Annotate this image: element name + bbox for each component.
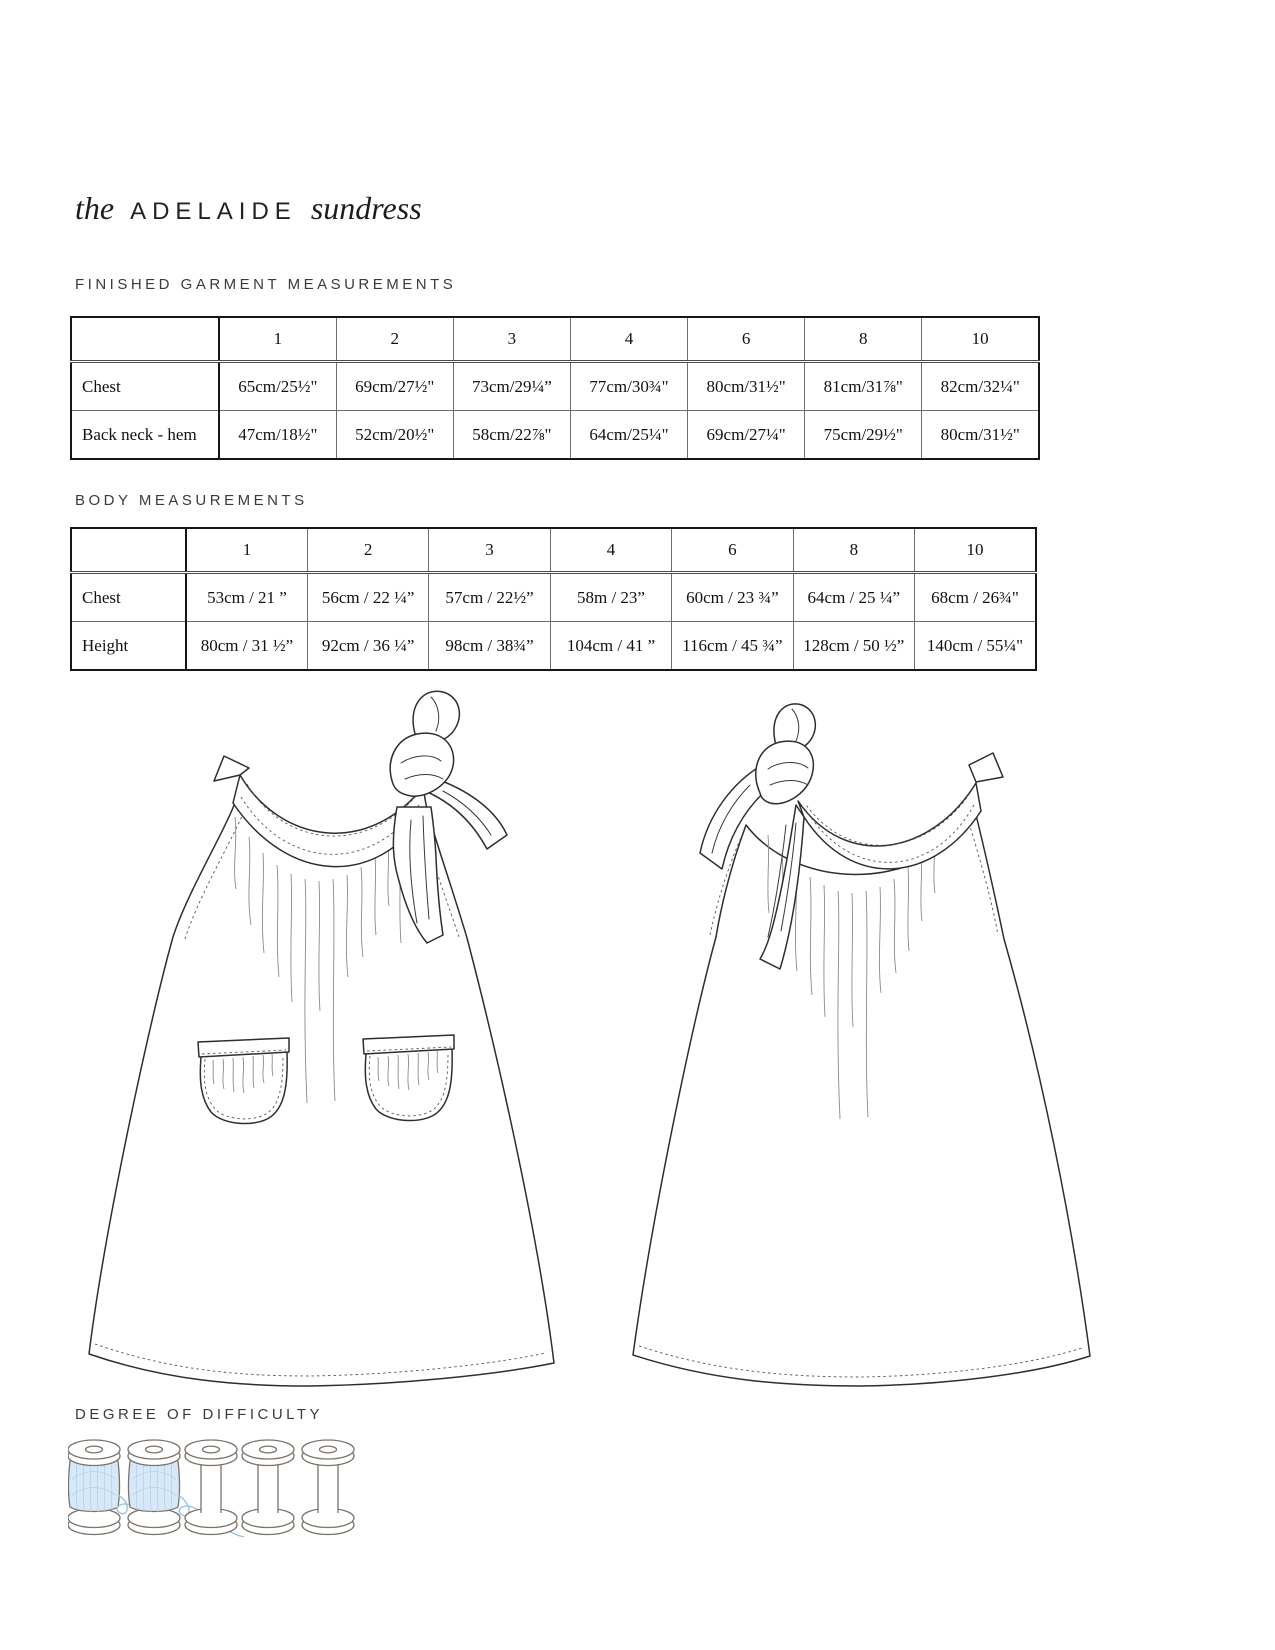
measurement-value: 60cm / 23 ¾”: [672, 573, 793, 622]
difficulty-spools: [68, 1437, 368, 1552]
measurement-row: [71, 411, 1039, 460]
measurement-value: 68cm / 26¾": [915, 573, 1036, 622]
measurement-value: 73cm/29¼”: [453, 362, 570, 411]
row-label: Chest: [71, 362, 219, 411]
row-label: Chest: [71, 573, 186, 622]
difficulty-spool: [302, 1440, 354, 1535]
measurement-value: 69cm/27½": [336, 362, 453, 411]
title-name: ADELAIDE: [130, 198, 297, 225]
measurement-row: [71, 622, 1036, 671]
size-column-header: 2: [336, 317, 453, 362]
size-column-header: 10: [915, 528, 1036, 573]
row-label: Height: [71, 622, 186, 671]
page-title: [75, 190, 422, 227]
measurement-value: 80cm/31½": [922, 411, 1039, 460]
dress-body: [89, 798, 554, 1386]
measurement-value: 57cm / 22½”: [429, 573, 550, 622]
row-label: Back neck - hem: [71, 411, 219, 460]
difficulty-spool: [242, 1440, 294, 1535]
patch-pocket-left: [198, 1038, 289, 1124]
section-heading-finished: FINISHED GARMENT MEASUREMENTS: [75, 276, 457, 293]
measurement-value: 47cm/18½": [219, 411, 336, 460]
front-view-illustration: [75, 685, 565, 1395]
measurement-value: 56cm / 22 ¼”: [307, 573, 428, 622]
measurement-value: 140cm / 55¼": [915, 622, 1036, 671]
tie-knot: [756, 741, 814, 804]
difficulty-spool: [185, 1440, 237, 1535]
section-heading-difficulty: DEGREE OF DIFFICULTY: [75, 1406, 324, 1423]
measurement-value: 116cm / 45 ¾”: [672, 622, 793, 671]
measurement-value: 58cm/22⅞": [453, 411, 570, 460]
size-column-header: 8: [793, 528, 914, 573]
measurement-value: 65cm/25½": [219, 362, 336, 411]
size-column-header: 2: [307, 528, 428, 573]
size-column-header: 10: [922, 317, 1039, 362]
size-column-header: 3: [453, 317, 570, 362]
size-column-header: 3: [429, 528, 550, 573]
size-column-header: 4: [550, 528, 671, 573]
title-tail: sundress: [310, 190, 422, 226]
dress-body: [633, 811, 1090, 1386]
size-header-row: [71, 528, 1036, 573]
size-column-header: 1: [219, 317, 336, 362]
measurement-row: [71, 573, 1036, 622]
measurement-value: 92cm / 36 ¼”: [307, 622, 428, 671]
size-column-header: 6: [672, 528, 793, 573]
measurement-row: [71, 362, 1039, 411]
patch-pocket-right: [363, 1035, 454, 1121]
measurement-value: 75cm/29½": [805, 411, 922, 460]
measurement-value: 53cm / 21 ”: [186, 573, 307, 622]
measurement-value: 77cm/30¾": [570, 362, 687, 411]
section-heading-body: BODY MEASUREMENTS: [75, 492, 308, 509]
measurement-value: 104cm / 41 ”: [550, 622, 671, 671]
measurement-value: 58m / 23”: [550, 573, 671, 622]
measurement-value: 69cm/27¼": [688, 411, 805, 460]
corner-cell: [71, 317, 219, 362]
measurement-value: 52cm/20½": [336, 411, 453, 460]
measurement-value: 81cm/31⅞": [805, 362, 922, 411]
size-column-header: 6: [688, 317, 805, 362]
body-measurements-table: [70, 527, 1037, 671]
measurement-value: 82cm/32¼": [922, 362, 1039, 411]
title-lead: the: [75, 190, 115, 226]
measurement-value: 64cm/25¼": [570, 411, 687, 460]
corner-cell: [71, 528, 186, 573]
measurement-value: 98cm / 38¾”: [429, 622, 550, 671]
measurement-value: 80cm / 31 ½”: [186, 622, 307, 671]
measurement-value: 80cm/31½": [688, 362, 805, 411]
size-column-header: 4: [570, 317, 687, 362]
size-column-header: 8: [805, 317, 922, 362]
back-view-illustration: [600, 685, 1110, 1395]
size-column-header: 1: [186, 528, 307, 573]
size-header-row: [71, 317, 1039, 362]
finished-measurements-table: [70, 316, 1040, 460]
measurement-value: 128cm / 50 ½”: [793, 622, 914, 671]
measurement-value: 64cm / 25 ¼”: [793, 573, 914, 622]
